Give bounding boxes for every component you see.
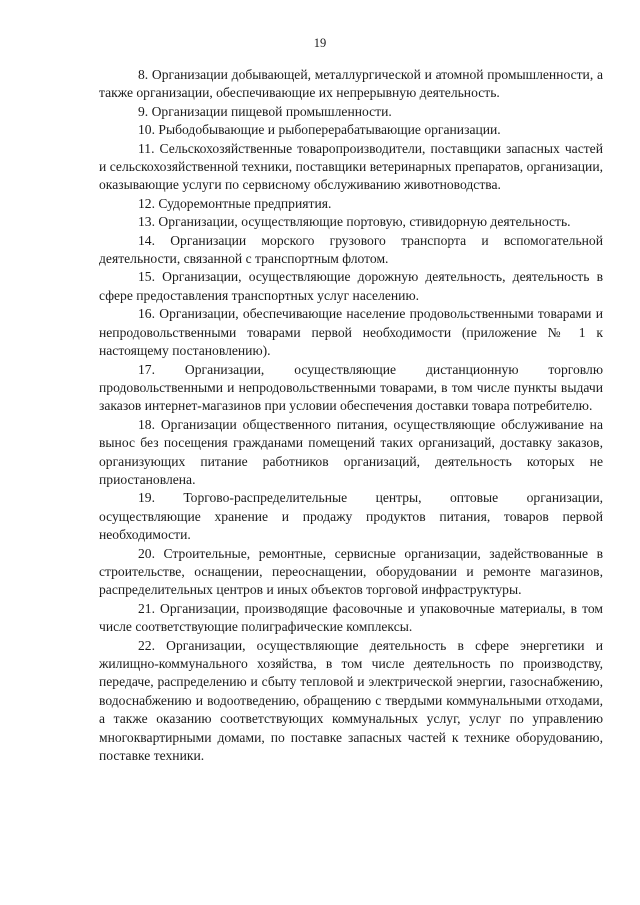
list-item-10: 10. Рыбодобывающие и рыбоперерабатывающие организации. (138, 122, 501, 138)
list-item-13: 13. Организации, осуществляющие портовую, стивидорную деятельность. (138, 214, 571, 230)
list-item-9: 9. Организации пищевой промышленности. (138, 103, 392, 119)
page-number: 19 (313, 36, 327, 50)
list-item-14: 14. Организации морского грузового транспорта и вспомогательной деятельности, связанной с транспортным флотом. (99, 232, 603, 267)
list-item-15: 15. Организации, осуществляющие дорожную деятельность, деятельность в сфере предоставления транспортных услуг населению. (99, 269, 603, 303)
list-item-16: 16. Организации, обеспечивающие население продовольственными товарами и непродовольственными товарами первой необходимости (приложение № 1 к настоящему постановлению). (99, 306, 603, 359)
list-item-17: 17. Организации, осуществляющие дистанционную торговлю продовольственными и непродовольственными товарами, в том числе пункты выдачи заказов интернет-магазинов при условии обеспечения доставки товара потребителю. (99, 361, 603, 414)
document-body (99, 66, 603, 765)
list-item-12: 12. Судоремонтные предприятия. (138, 195, 332, 211)
list-item-20: 20. Строительные, ремонтные, сервисные организации, задействованные в строительстве, оснащении, переоснащении, оборудовании и ремонте магазинов, распределительных центров и иных объектов торговой инфраструктуры. (99, 545, 603, 598)
list-item-11: 11. Сельскохозяйственные товаропроизводители, поставщики запасных частей и сельскохозяйственной техники, поставщики ветеринарных препаратов, организации, оказывающие услуги по сервисному обслуживанию животноводства. (99, 140, 603, 193)
list-item-18: 18. Организации общественного питания, осуществляющие обслуживание на вынос без посещения гражданами помещений таких организаций, доставку заказов, организующих питание работников организаций, деятельность которых не приостановлена. (99, 416, 603, 487)
list-item-8: 8. Организации добывающей, металлургической и атомной промышленности, а также организации, обеспечивающие их непрерывную деятельность. (99, 67, 603, 101)
list-item-19: 19. Торгово-распределительные центры, оптовые организации, осуществляющие хранение и продажу продуктов питания, товаров первой необходимости. (99, 490, 603, 543)
list-item-21: 21. Организации, производящие фасовочные и упаковочные материалы, в том числе соответствующие полиграфические комплексы. (99, 600, 603, 635)
list-item-22: 22. Организации, осуществляющие деятельность в сфере энергетики и жилищно-коммунального хозяйства, в том числе деятельность по производству, передаче, распределению и сбыту тепловой и электрической энергии, газоснабжению, водоснабжению и водоотведению, обращению с твердыми коммунальными отходами, а также оказанию соответствующих коммунальных услуг, услуг по управлению многоквартирными домами, по поставке запасных частей к технике оборудованию, поставке техники. (99, 637, 603, 764)
